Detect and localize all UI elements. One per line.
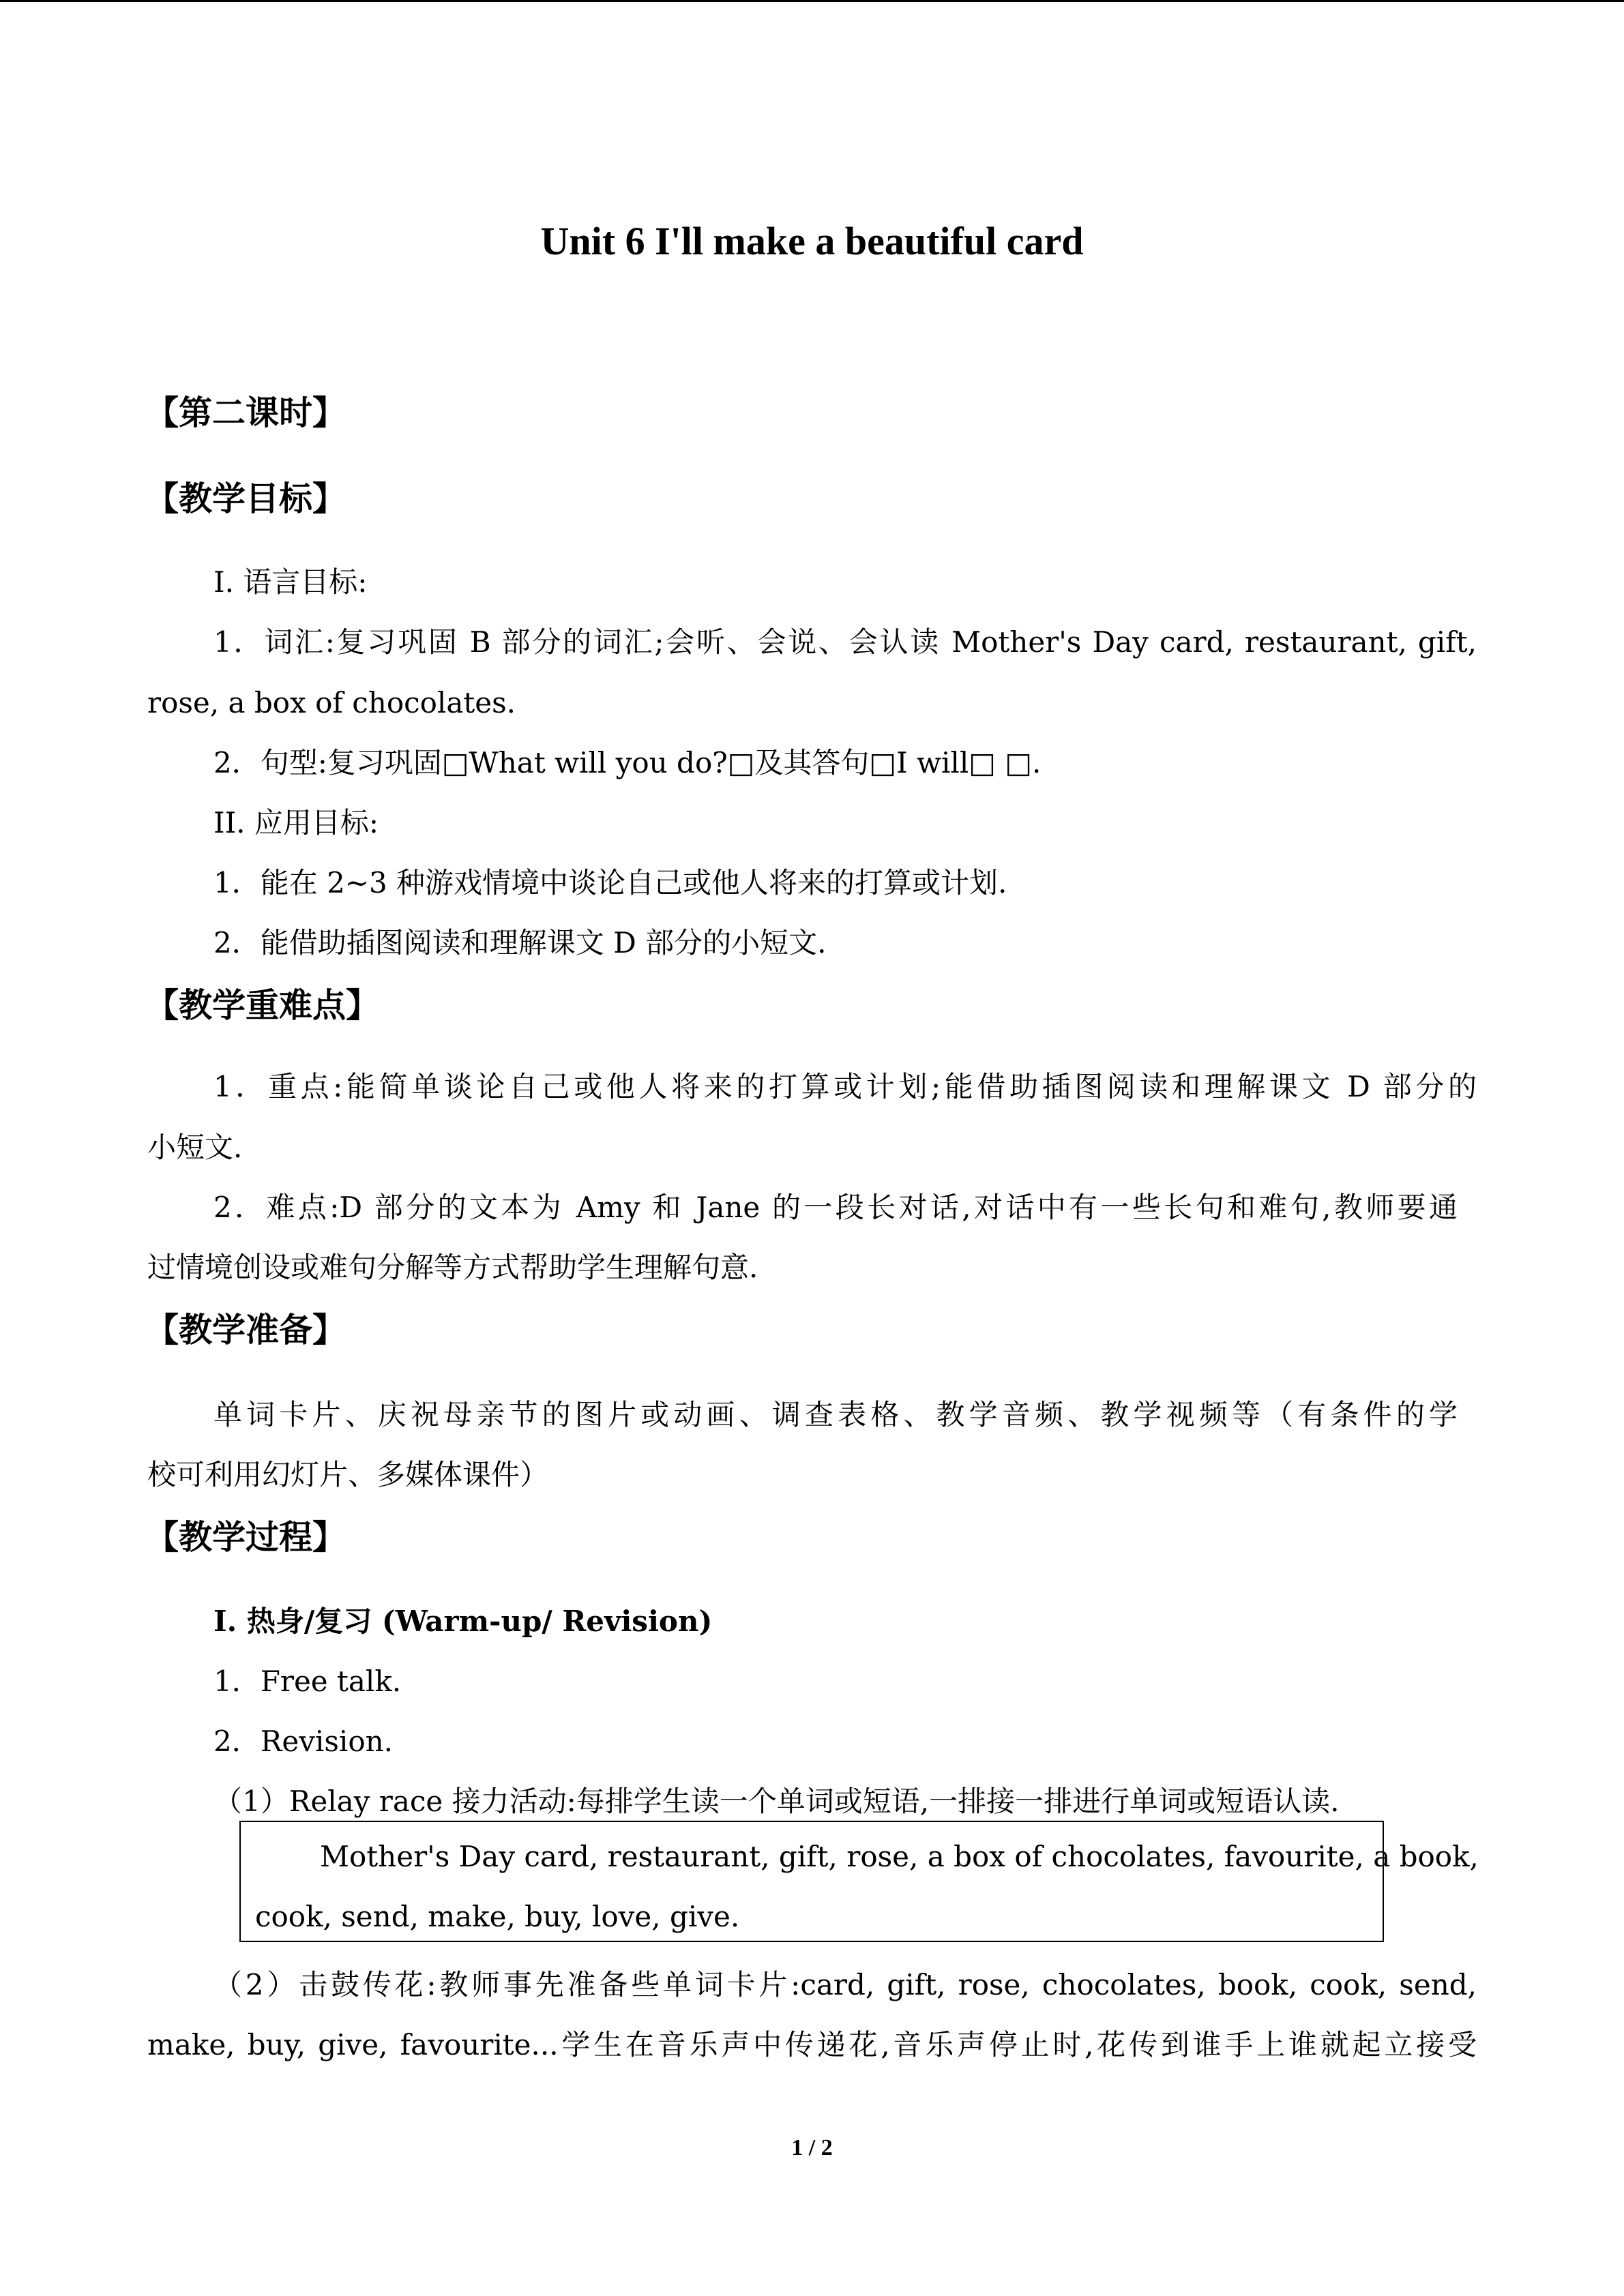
objective-sentence: 2．句型:复习巩固□What will you do?□及其答句□I will□ □. (213, 746, 1042, 779)
objective-app-1: 1．能在 2~3 种游戏情境中谈论自己或他人将来的打算或计划. (213, 866, 1007, 899)
page-number: 1 / 2 (791, 2135, 833, 2160)
vocabulary-box-line2: cook, send, make, buy, love, give. (255, 1900, 740, 1933)
process-drum-line2: make, buy, give, favourite...学生在音乐声中传递花,音乐声停止时,花传到谁手上谁就起立接受 (147, 2028, 1477, 2061)
preparation-line2: 校可利用幻灯片、多媒体课件） (147, 1458, 549, 1491)
process-revision: 2．Revision. (213, 1725, 394, 1758)
key-point-2-line1: 2．难点:D 部分的文本为 Amy 和 Jane 的一段长对话,对话中有一些长句和难句,教师要通 (213, 1191, 1458, 1224)
vocabulary-box-line1: Mother's Day card, restaurant, gift, rose, a box of chocolates, favourite, a book, (320, 1840, 1479, 1873)
process-relay-race: （1）Relay race 接力活动:每排学生读一个单词或短语,一排接一排进行单词或短语认读. (213, 1785, 1340, 1818)
preparation-line1: 单词卡片、庆祝母亲节的图片或动画、调查表格、教学音频、教学视频等（有条件的学 (213, 1398, 1458, 1431)
objective-app-2: 2．能借助插图阅读和理解课文 D 部分的小短文. (213, 926, 827, 959)
objective-vocab-line2: rose, a box of chocolates. (147, 686, 516, 719)
heading-period: 【第二课时】 (145, 393, 346, 432)
key-point-2-line2: 过情境创设或难句分解等方式帮助学生理解句意. (147, 1251, 758, 1284)
heading-objectives: 【教学目标】 (145, 479, 346, 518)
process-drum-line1: （2）击鼓传花:教师事先准备些单词卡片:card, gift, rose, chocolates, book, cook, send, (213, 1968, 1477, 2001)
key-point-1-line1: 1．重点:能简单谈论自己或他人将来的打算或计划;能借助插图阅读和理解课文 D 部分的 (213, 1070, 1477, 1103)
objective-lang-goal: I. 语言目标: (213, 565, 368, 599)
vocabulary-box (239, 1821, 1479, 1942)
top-border (0, 0, 1624, 2)
heading-process: 【教学过程】 (145, 1518, 346, 1557)
objective-vocab-line1: 1．词汇:复习巩固 B 部分的词汇;会听、会说、会认读 Mother's Day card, restaurant, gift, (213, 625, 1477, 659)
heading-preparation: 【教学准备】 (145, 1311, 346, 1350)
heading-key-points: 【教学重难点】 (145, 986, 380, 1025)
objective-app-goal: II. 应用目标: (213, 806, 379, 839)
process-free-talk: 1．Free talk. (213, 1665, 402, 1698)
process-warmup-heading: I. 热身/复习 (Warm-up/ Revision) (213, 1605, 713, 1638)
document-title: Unit 6 I'll make a beautiful card (540, 219, 1084, 263)
key-point-1-line2: 小短文. (147, 1131, 243, 1164)
